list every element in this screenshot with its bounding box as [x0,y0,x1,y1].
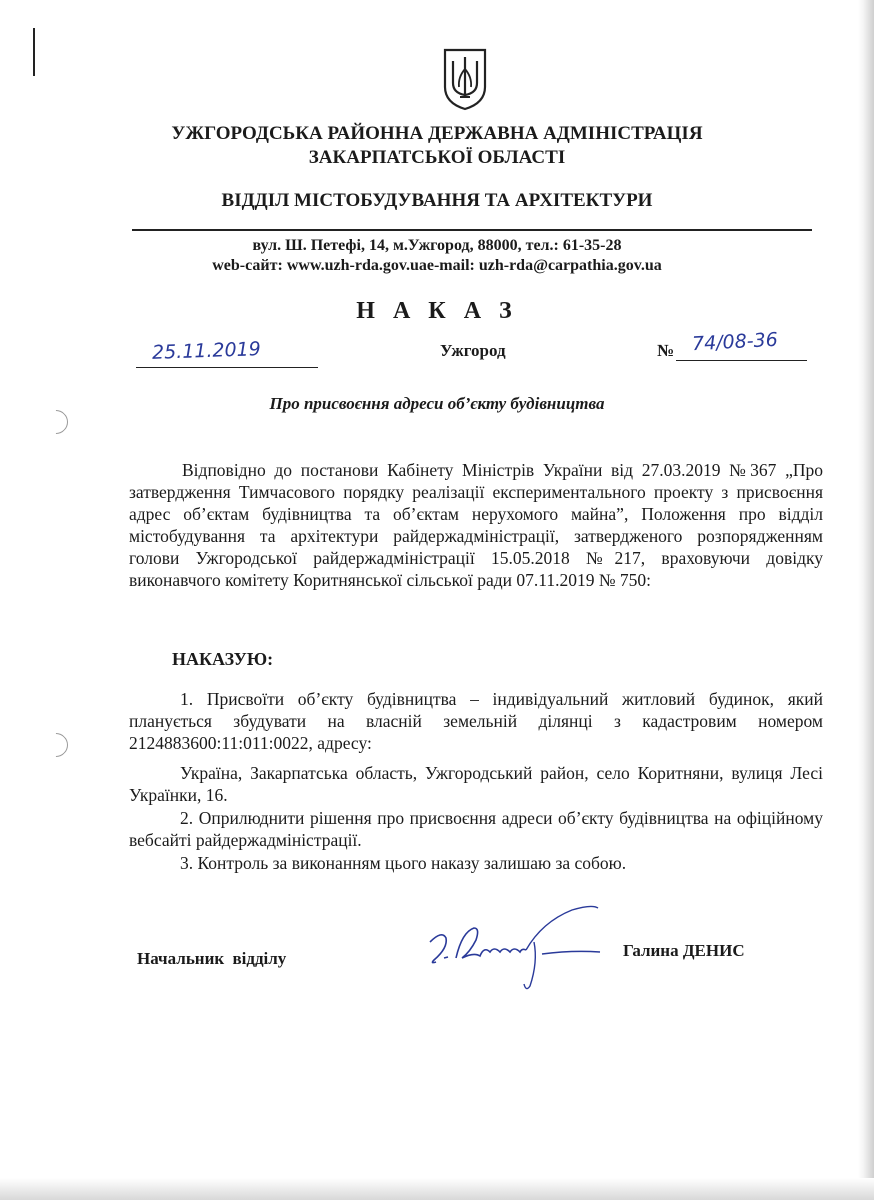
order-item-3: 3. Контроль за виконанням цього наказу залишаю за собою. [180,853,627,873]
order-item-1-address: Україна, Закарпатська область, Ужгородський район, село Коритняни, вулиця Лесі Українки, 16. [129,763,823,805]
department-name: ВІДДІЛ МІСТОБУДУВАННЯ ТА АРХІТЕКТУРИ [221,190,653,211]
document-city: Ужгород [440,341,506,360]
document-subject: Про присвоєння адреси об’єкту будівництва [269,394,605,413]
header-divider [132,229,812,231]
document-title: Н А К А З [356,298,518,324]
handwritten-number: 74/08-36 [691,328,779,356]
date-underline [136,367,318,368]
scan-edge-shadow [0,1178,874,1200]
number-label: № [657,341,675,360]
number-underline [676,360,807,361]
organization-name: УЖГОРОДСЬКА РАЙОННА ДЕРЖАВНА АДМІНІСТРАЦІЯ [171,123,703,144]
order-item-1: 1. Присвоїти об’єкту будівництва – індивідуальний житловий будинок, який планується збудувати на власній земельній ділянці з кадастровим номером 2124883600:11:011:0022, адресу: [129,689,823,753]
signatory-name: Галина ДЕНИС [623,941,745,960]
scan-mark [33,28,35,76]
postal-address: вул. Ш. Петефі, 14, м.Ужгород, 88000, тел.: 61-35-28 [252,237,622,254]
contact-line: web-сайт: www.uzh-rda.gov.uae-mail: uzh-rda@carpathia.gov.ua [212,257,662,274]
intro-paragraph: Відповідно до постанови Кабінету Міністрів України від 27.03.2019 №367 „Про затвердження Тимчасового порядку реалізації експериментального проекту з присвоєння адрес об’єктам будівництва та об’єктам нерухомого майна”, Положення про відділ містобудування та архітектури райдержадміністрації, затвердженого розпорядженням голови Ужгородської райдержадміністрації 15.05.2018 №217, враховуючи довідку виконавчого комітету Коритнянської сільської ради 07.11.2019 № 750: [129,460,823,590]
punch-hole-mark [39,728,73,762]
signatory-role: Начальник відділу [137,949,287,968]
handwritten-signature-icon [422,902,612,994]
scan-edge-shadow [858,0,874,1200]
handwritten-date: 25.11.2019 [151,338,262,364]
order-label: НАКАЗУЮ: [172,649,274,669]
organization-region: ЗАКАРПАТСЬКОЇ ОБЛАСТІ [308,147,566,168]
trident-coat-of-arms-icon [442,47,488,111]
order-item-2: 2. Оприлюднити рішення про присвоєння адреси об’єкту будівництва на офіційному вебсайті райдержадміністрації. [129,808,823,850]
